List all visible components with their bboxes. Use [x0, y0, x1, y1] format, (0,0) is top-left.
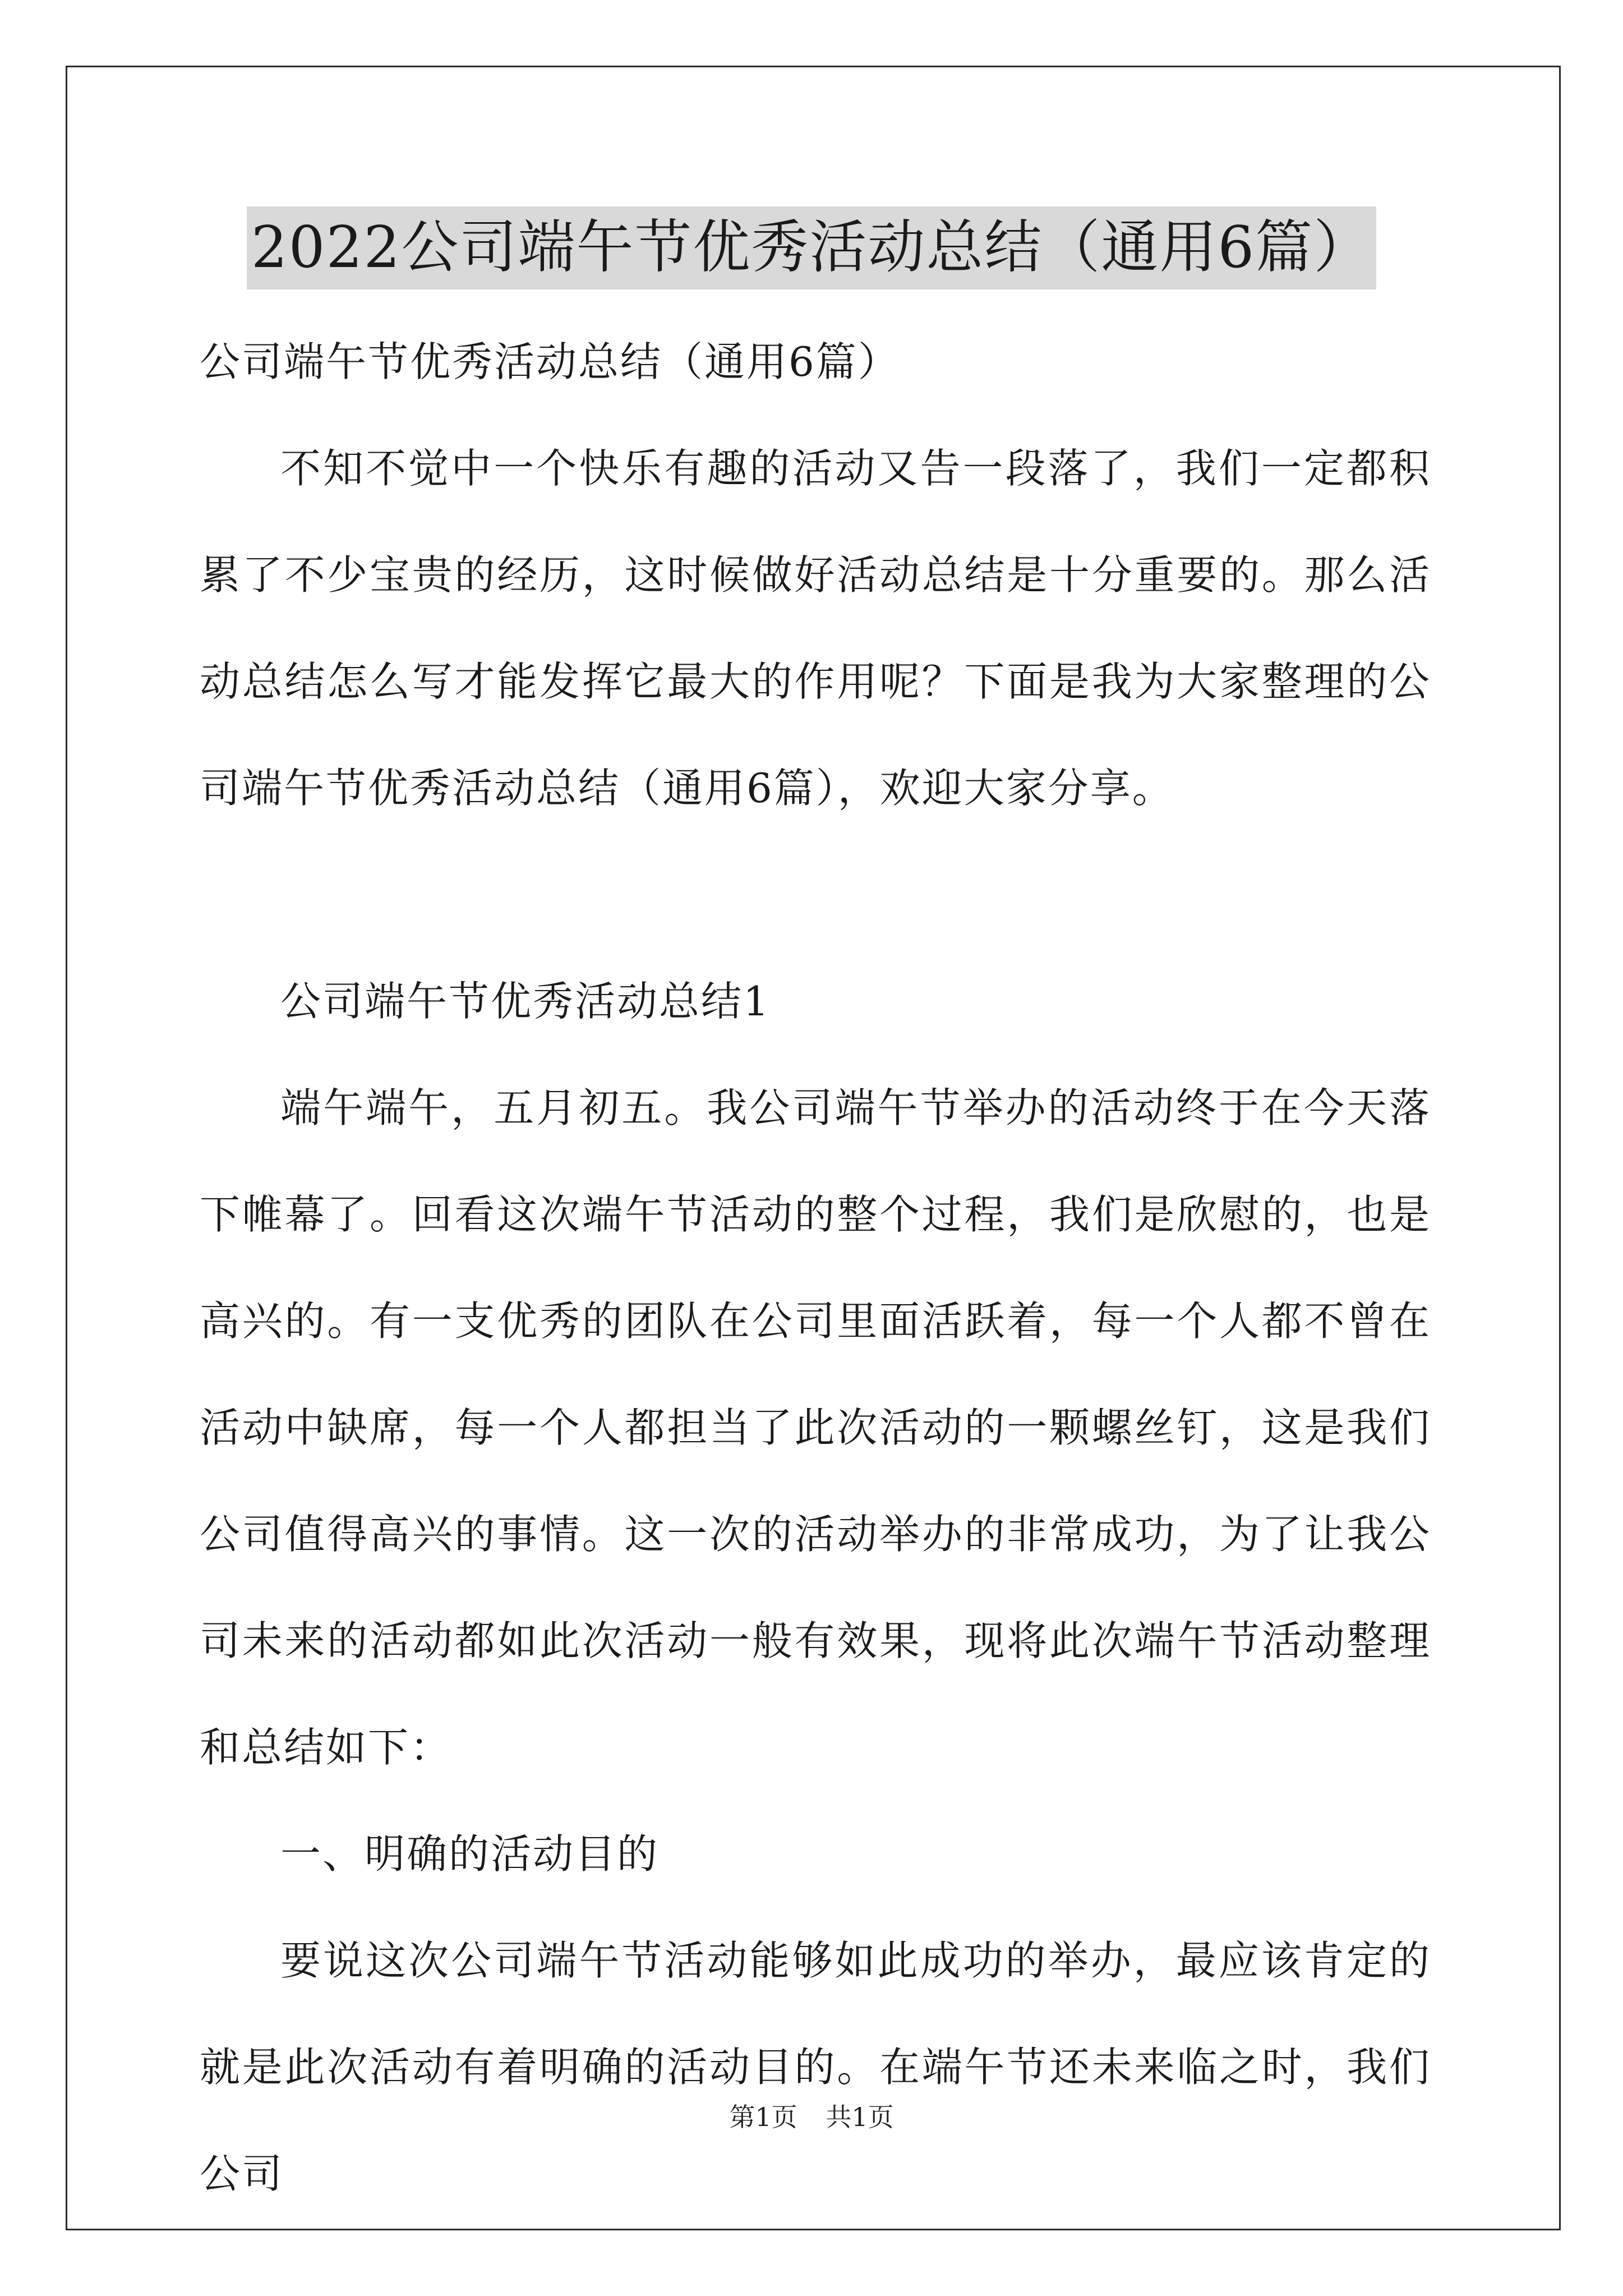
section-heading-1: 公司端午节优秀活动总结1 [280, 978, 771, 1025]
subsection-heading-1: 一、明确的活动目的 [280, 1830, 660, 1878]
page-footer [0, 2097, 1623, 2134]
paragraph-spacer [200, 841, 1431, 948]
page-number: 第1页 [729, 2102, 797, 2132]
document-body [200, 309, 1431, 2227]
title-container [0, 206, 1623, 289]
document-title: 2022公司端午节优秀活动总结（通用6篇） [247, 206, 1376, 289]
body-paragraph-2: 要说这次公司端午节活动能够如此成功的举办，最应该肯定的就是此次活动有着明确的活动目的。在端午节还未来临之时，我们公司 [200, 1937, 1431, 2197]
document-subtitle: 公司端午节优秀活动总结（通用6篇） [200, 338, 900, 385]
page-total: 共1页 [826, 2102, 894, 2132]
body-paragraph-1: 端午端午，五月初五。我公司端午节举办的活动终于在今天落下帷幕了。回看这次端午节活动的整个过程，我们是欣慰的，也是高兴的。有一支优秀的团队在公司里面活跃着，每一个人都不曾在活动中缺席，每一个人都担当了此次活动的一颗螺丝钉，这是我们公司值得高兴的事情。这一次的活动举办的非常成功，为了让我公司未来的活动都如此次活动一般有效果，现将此次端午节活动整理和总结如下： [200, 1084, 1431, 1771]
intro-paragraph: 不知不觉中一个快乐有趣的活动又告一段落了，我们一定都积累了不少宝贵的经历，这时候做好活动总结是十分重要的。那么活动总结怎么写才能发挥它最大的作用呢？下面是我为大家整理的公司端午节优秀活动总结（通用6篇），欢迎大家分享。 [200, 445, 1431, 812]
